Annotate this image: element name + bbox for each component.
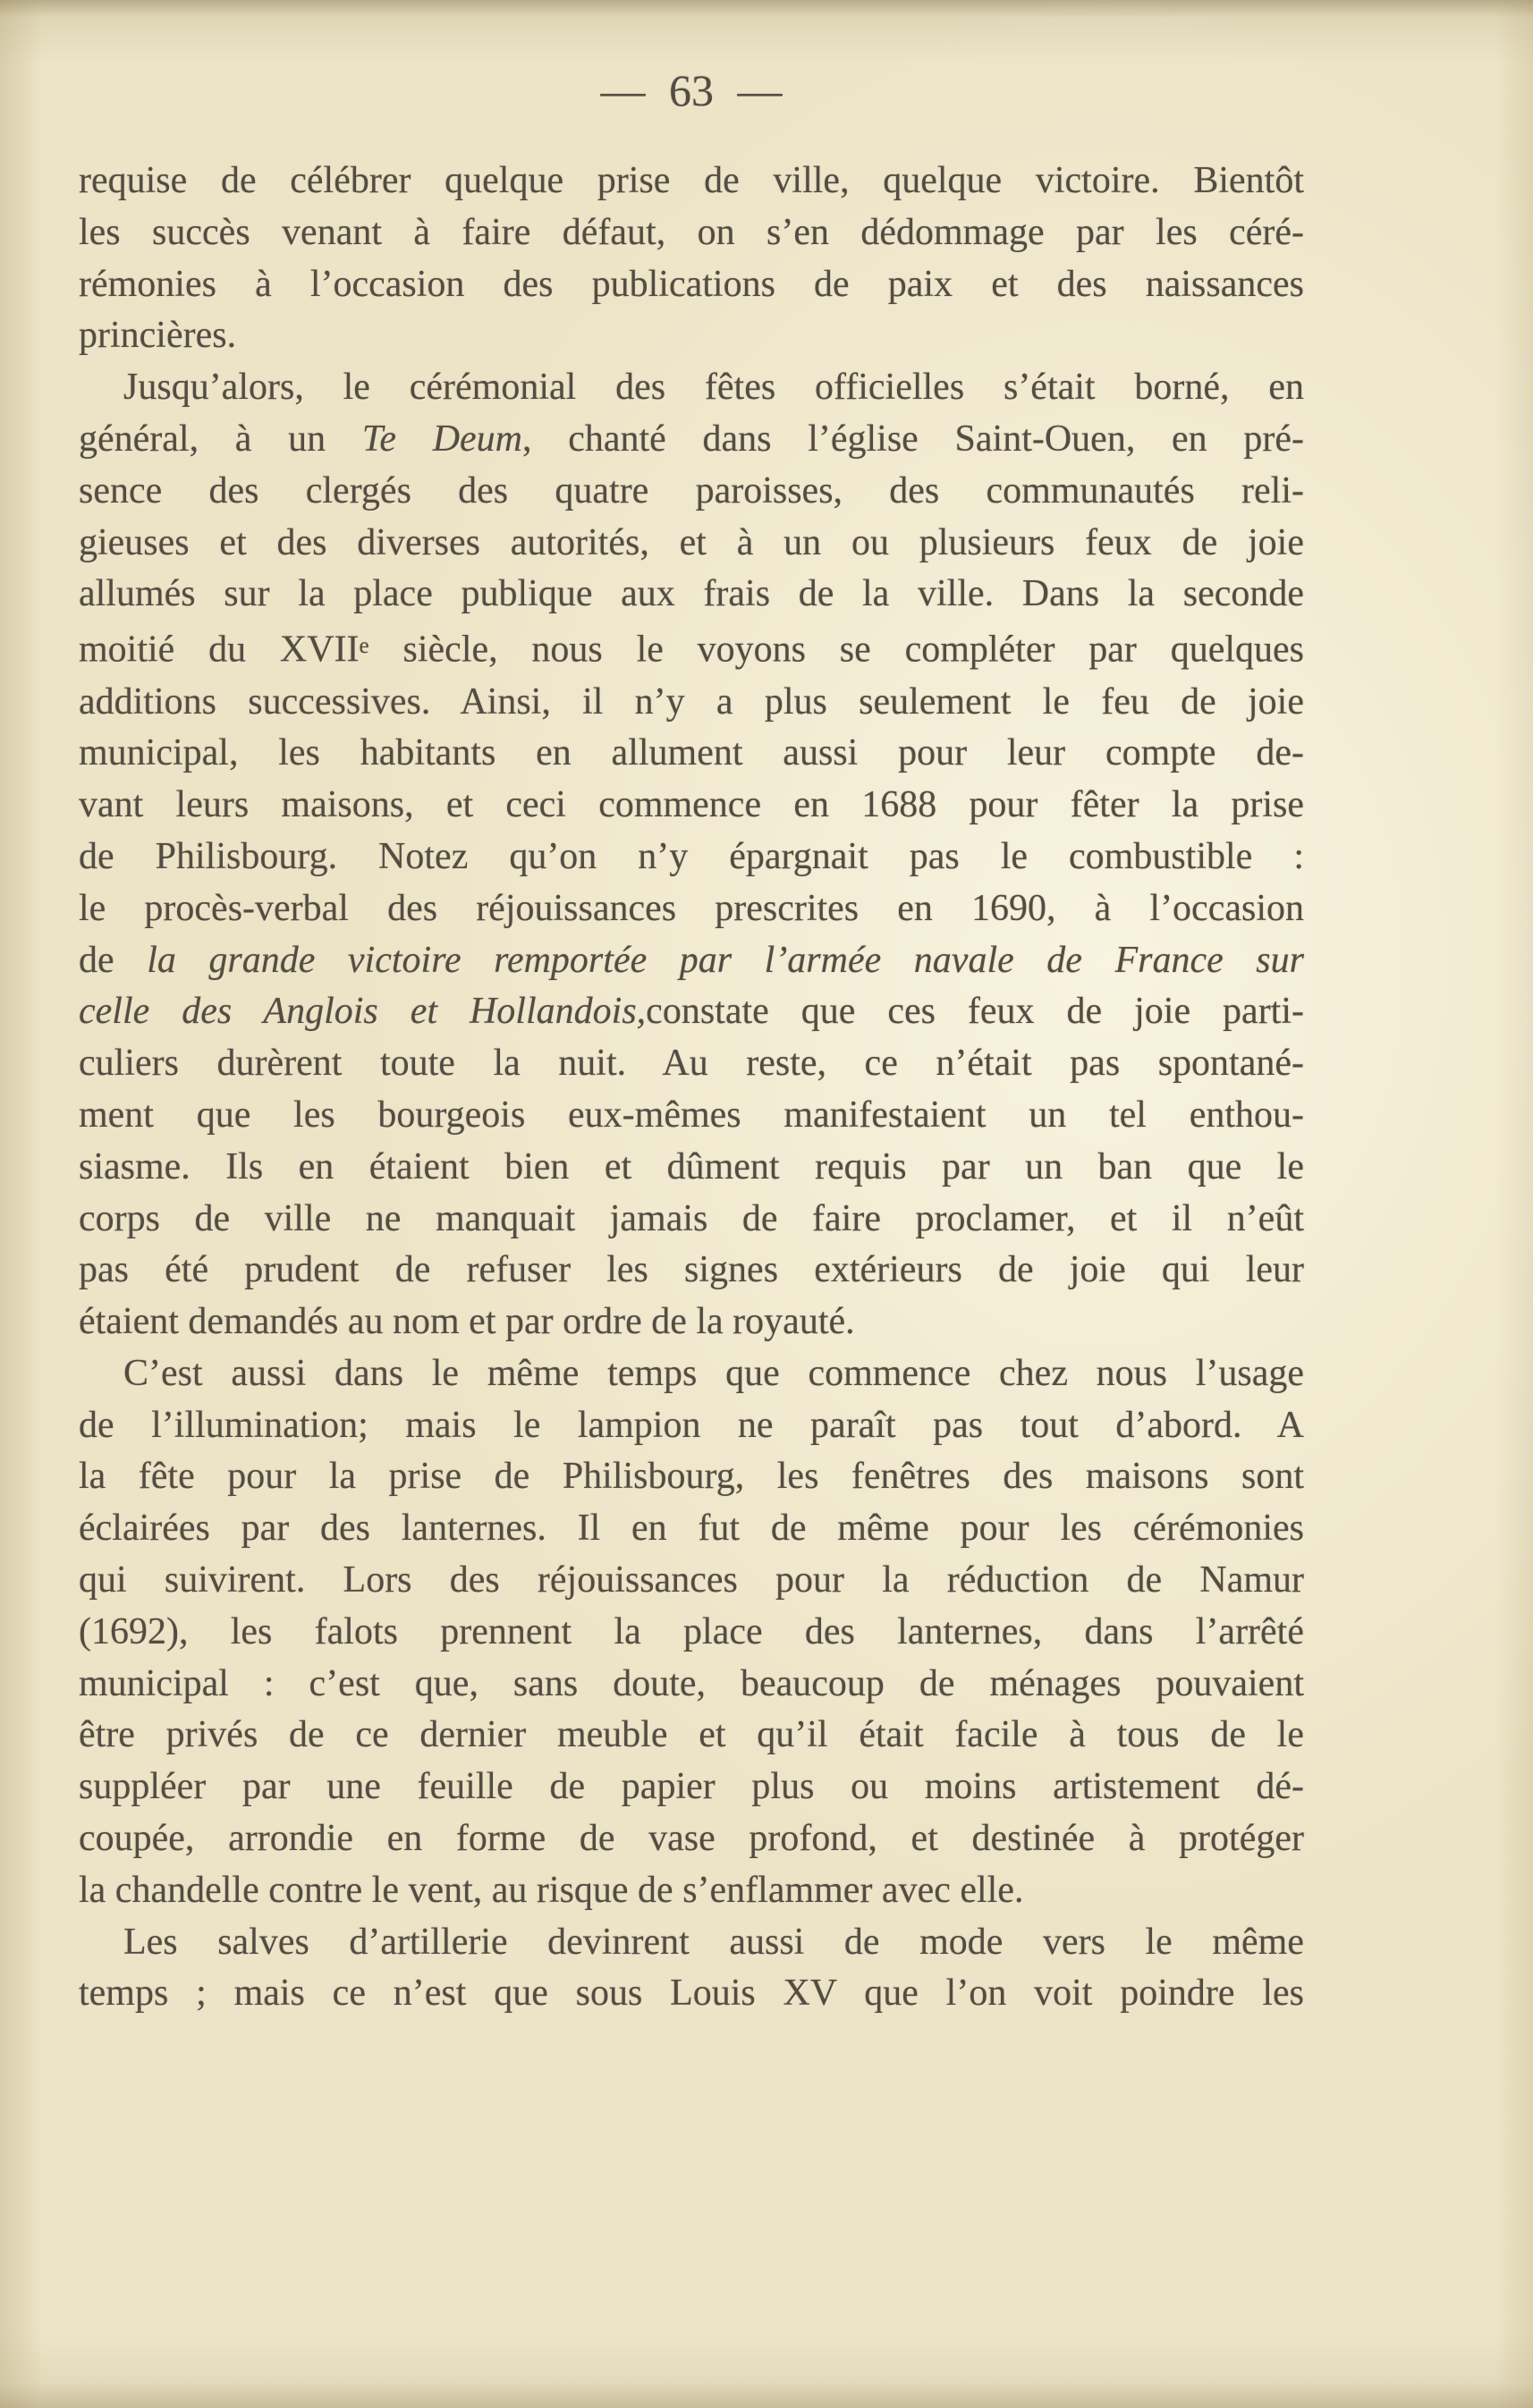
text-segment-italic: celle des Anglois et Hollandois, [79,991,647,1033]
text-segment-italic: Te Deum [361,418,522,460]
text-segment: sence des clergés des quatre paroisses, des communautés reli- [79,469,1304,511]
text-segment: être privés de ce dernier meuble et qu’il était facile à tous de le [79,1714,1304,1756]
text-line [79,1194,1304,1246]
text-line [79,935,1304,987]
text-line [79,780,1304,832]
text-line [79,569,1304,621]
text-segment: , chanté dans l’église Saint-Ouen, en pré- [522,418,1304,460]
text-segment: étaient demandés au nom et par ordre de la royauté. [79,1301,855,1343]
text-segment: additions successives. Ainsi, il n’y a plus seulement le feu de joie [79,680,1304,722]
text-segment: gieuses et des diverses autorités, et à un ou plusieurs feux de joie [79,521,1304,563]
text-line [79,1297,1304,1348]
text-segment: municipal : c’est que, sans doute, beaucoup de ménages pouvaient [79,1662,1304,1704]
text-segment: requise de célébrer quelque prise de ville, quelque victoire. Bientôt [79,160,1304,201]
text-segment: moitié du XVII [79,629,360,671]
text-segment: C’est aussi dans le même temps que commence chez nous l’usage [123,1352,1304,1394]
text-segment-superscript: e [359,634,369,659]
text-line [79,414,1304,466]
text-line [79,1865,1304,1917]
text-line [79,259,1304,311]
text-segment-italic: la grande victoire remportée par l’armée navale de France sur [147,939,1304,981]
text-line [79,518,1304,570]
text-segment: allumés sur la place publique aux frais de la ville. Dans la seconde [79,573,1304,615]
text-line [79,1555,1304,1607]
text-line [79,883,1304,935]
text-line [79,1038,1304,1090]
text-segment: municipal, les habitants en allument aussi pour leur compte de- [79,732,1304,774]
text-segment: ment que les bourgeois eux-mêmes manifestaient un tel enthou- [79,1094,1304,1136]
text-block [79,156,1304,2020]
text-line [79,728,1304,780]
text-line [79,362,1304,414]
text-line [79,1607,1304,1659]
text-line [79,1762,1304,1813]
text-segment: éclairées par des lanternes. Il en fut de même pour les cérémonies [79,1508,1304,1550]
text-segment: siasme. Ils en étaient bien et dûment requis par un ban que le [79,1145,1304,1187]
text-line [79,466,1304,518]
text-segment: constate que ces feux de joie parti- [646,991,1305,1033]
text-segment: princières. [79,315,237,357]
paragraph [79,362,1304,1348]
text-line [79,1813,1304,1865]
text-segment: rémonies à l’occasion des publications de paix et des naissances [79,263,1304,305]
text-line [79,621,1304,676]
text-segment: (1692), les falots prennent la place des lanternes, dans l’arrêté [79,1610,1304,1652]
text-line [79,986,1304,1038]
text-line [79,677,1304,729]
text-segment: Les salves d’artillerie devinrent aussi de mode vers le même [123,1921,1304,1963]
text-segment: siècle, nous le voyons se compléter par quelques [368,629,1305,671]
text-line [79,207,1304,259]
text-segment: la fête pour la prise de Philisbourg, les fenêtres des maisons sont [79,1456,1304,1498]
text-line [79,1917,1304,1969]
text-segment: coupée, arrondie en forme de vase profond, et destinée à protéger [79,1818,1304,1860]
text-line [79,832,1304,883]
text-segment: qui suivirent. Lors des réjouissances pour la réduction de Namur [79,1559,1304,1601]
text-line [79,1142,1304,1194]
text-segment: corps de ville ne manquait jamais de faire proclamer, et il n’eût [79,1197,1304,1239]
text-segment: vant leurs maisons, et ceci commence en 1688 pour fêter la prise [79,784,1304,826]
paragraph [79,1917,1304,2021]
text-line [79,1710,1304,1762]
text-segment: pas été prudent de refuser les signes extérieurs de joie qui leur [79,1249,1304,1291]
page-number: — 63 — [600,65,783,115]
text-line [79,1348,1304,1400]
text-segment: les succès venant à faire défaut, on s’en dédommage par les céré- [79,211,1304,253]
text-segment: la chandelle contre le vent, au risque de s’enflammer avec elle. [79,1869,1024,1911]
text-segment: temps ; mais ce n’est que sous Louis XV que l’on voit poindre les [79,1973,1304,2015]
text-segment: de [79,939,148,981]
text-line [79,1400,1304,1452]
paragraph [79,156,1304,362]
text-line [79,310,1304,362]
text-segment: de l’illumination; mais le lampion ne paraît pas tout d’abord. A [79,1404,1304,1446]
text-segment: culiers durèrent toute la nuit. Au reste, ce n’était pas spontané- [79,1043,1304,1085]
text-line [79,156,1304,207]
paragraph [79,1348,1304,1917]
text-segment: général, à un [79,418,362,460]
text-segment: de Philisbourg. Notez qu’on n’y épargnait pas le combustible : [79,835,1304,877]
text-line [79,1090,1304,1142]
text-segment: suppléer par une feuille de papier plus ou moins artistement dé- [79,1766,1304,1808]
text-line [79,1968,1304,2020]
text-line [79,1659,1304,1711]
text-line [79,1245,1304,1297]
text-line [79,1451,1304,1503]
text-segment: Jusqu’alors, le cérémonial des fêtes officielles s’était borné, en [123,367,1304,409]
text-segment: le procès-verbal des réjouissances prescrites en 1690, à l’occasion [79,887,1304,929]
text-line [79,1503,1304,1555]
